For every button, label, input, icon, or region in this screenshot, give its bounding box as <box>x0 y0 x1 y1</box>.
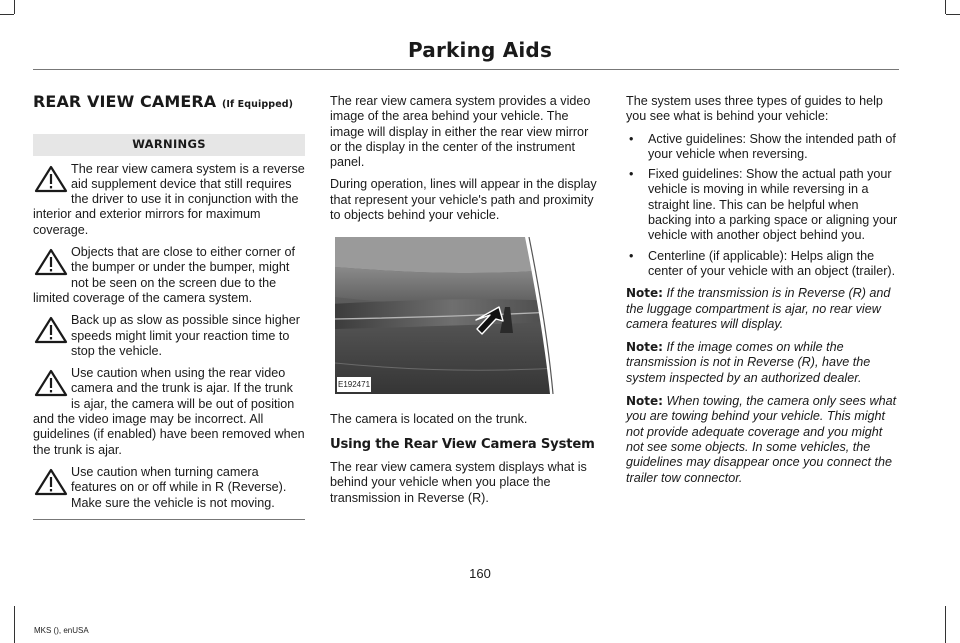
note-text: If the image comes on while the transmission is not in Reverse (R), have the system inspected by an authorized dealer. <box>626 340 871 385</box>
crop-mark <box>14 0 15 14</box>
warnings-end-rule <box>33 519 305 520</box>
warning-triangle-icon <box>33 368 69 398</box>
paragraph: During operation, lines will appear in the display that represent your vehicle's path and proximity to objects behind your vehicle. <box>330 177 597 223</box>
note <box>626 394 898 486</box>
warning-item <box>33 313 305 359</box>
page-header-title: Parking Aids <box>407 38 553 62</box>
page-number: 160 <box>469 566 491 581</box>
warning-text: Use caution when using the rear video camera and the trunk is ajar. If the trunk is ajar, the camera will be out of position and the video image may be incorrect. All guidelines (if enabled) have been removed when the trunk is ajar. <box>33 366 305 457</box>
paragraph: The rear view camera system displays what is behind your vehicle when you place the transmission in Reverse (R). <box>330 459 587 505</box>
column-2 <box>330 94 602 513</box>
warning-text: Use caution when turning camera features on or off while in R (Reverse). Make sure the vehicle is not moving. <box>71 464 287 510</box>
list-item: • Fixed guidelines: Show the actual path your vehicle is moving in while reversing in a straight line. This can be helpful when backing into a parking space or aligning your vehicle with another object behind you. <box>626 167 898 243</box>
figure-code: E192471 <box>337 377 371 392</box>
section-title-main: REAR VIEW CAMERA <box>33 92 217 111</box>
paragraph: The rear view camera system provides a video image of the area behind your vehicle. The image will display in either the rear view mirror or the display in the center of the instrument panel. <box>330 94 591 170</box>
crop-mark <box>14 606 15 643</box>
list-item: • Centerline (if applicable): Helps align the center of your vehicle with an object (trailer). <box>626 249 898 280</box>
warning-text: Objects that are close to either corner of the bumper or under the bumper, might not be seen on the screen due to the limited coverage of the camera system. <box>33 245 296 305</box>
figure-caption: The camera is located on the trunk. <box>330 412 528 427</box>
note-label: Note: <box>626 394 663 409</box>
note-label: Note: <box>626 340 663 355</box>
warning-triangle-icon <box>33 247 69 277</box>
warning-triangle-icon <box>33 164 69 194</box>
section-title <box>33 94 305 112</box>
note-label: Note: <box>626 286 663 301</box>
warning-text: The rear view camera system is a reverse aid supplement device that still requires the driver to use it in conjunction with the interior and exterior mirrors for maximum coverage. <box>33 161 305 237</box>
column-3 <box>626 94 898 494</box>
warning-item <box>33 465 305 511</box>
section-title-qualifier: (If Equipped) <box>221 99 294 110</box>
note-text: When towing, the camera only sees what you are towing behind your vehicle. This might not provide adequate coverage and you might not see some objects. In some vehicles, the guidelines may disappear once you connect the trailer tow connector. <box>626 394 897 485</box>
trunk-camera-figure <box>335 237 575 394</box>
warning-text: Back up as slow as possible since higher speeds might limit your reaction time to stop the vehicle. <box>71 313 300 358</box>
trunk-illustration <box>335 237 575 394</box>
footer-doc-code: MKS (), enUSA <box>34 626 89 635</box>
subheading-using-camera: Using the Rear View Camera System <box>330 436 595 452</box>
warning-item <box>33 366 305 458</box>
warning-item <box>33 162 305 238</box>
warnings-heading: WARNINGS <box>33 134 305 155</box>
paragraph: The system uses three types of guides to help you see what is behind your vehicle: <box>626 94 883 124</box>
crop-mark <box>945 606 946 643</box>
warning-triangle-icon <box>33 315 69 345</box>
crop-mark <box>946 14 960 15</box>
note <box>626 340 898 386</box>
crop-mark <box>0 14 14 15</box>
list-item: • Active guidelines: Show the intended path of your vehicle when reversing. <box>626 132 898 163</box>
guides-list <box>626 132 898 280</box>
column-1 <box>33 94 305 520</box>
note-text: If the transmission is in Reverse (R) and the luggage compartment is ajar, no rear view camera features will display. <box>626 286 891 331</box>
note <box>626 286 898 332</box>
warning-triangle-icon <box>33 467 69 497</box>
crop-mark <box>945 0 946 14</box>
warning-item <box>33 245 305 306</box>
header-rule <box>33 69 899 70</box>
